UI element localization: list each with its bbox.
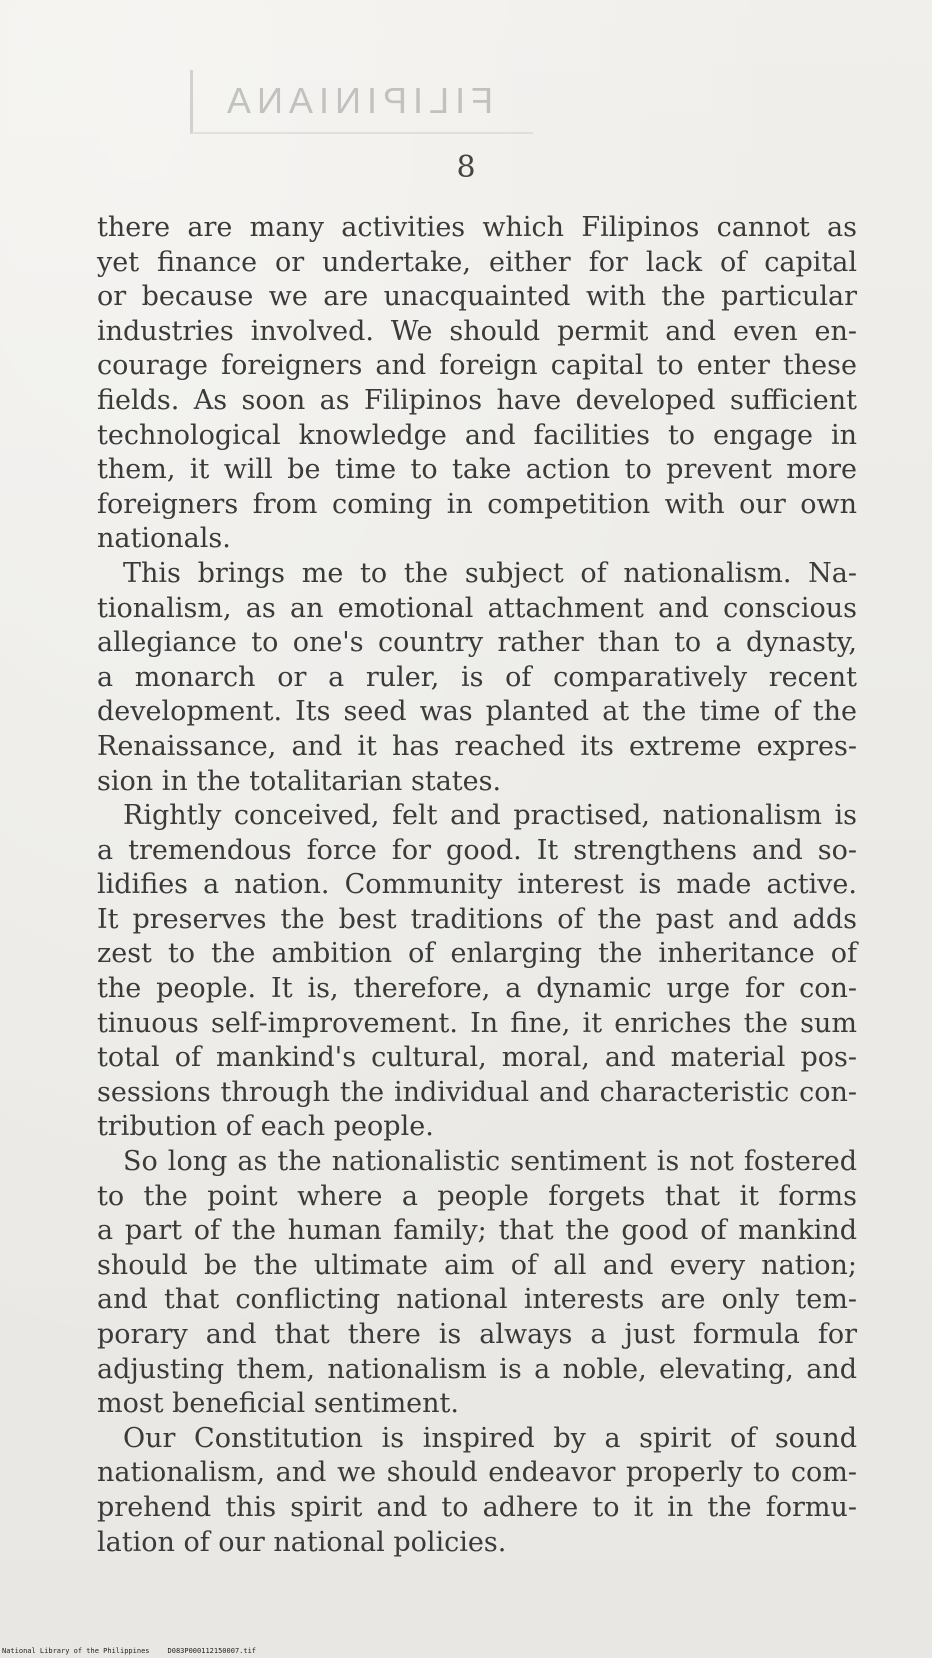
text-line: and that conflicting national interests are only tem- xyxy=(97,1284,857,1316)
text-line: adjusting them, nationalism is a noble, elevating, and xyxy=(97,1353,857,1385)
footer-file: D083P000112150007.tif xyxy=(167,1647,257,1655)
text-line: most beneficial sentiment. xyxy=(97,1388,459,1420)
text-line: or because we are unacquainted with the particular xyxy=(97,281,857,313)
text-line: It preserves the best traditions of the past and adds xyxy=(97,903,857,935)
text-line: lation of our national policies. xyxy=(97,1526,507,1558)
text-line: to the point where a people forgets that it forms xyxy=(97,1180,857,1212)
text-line: a tremendous force for good. It strengthens and so- xyxy=(97,834,857,866)
text-line: tionalism, as an emotional attachment and conscious xyxy=(97,592,857,624)
text-line: So long as the nationalistic sentiment is not fostered xyxy=(123,1146,857,1178)
text-line: there are many activities which Filipinos cannot as xyxy=(97,212,857,243)
paragraph xyxy=(97,1145,857,1422)
text-line: industries involved. We should permit and even en- xyxy=(97,315,857,347)
text-line: nationalism, and we should endeavor properly to com- xyxy=(97,1457,857,1489)
text-line: allegiance to one's country rather than to a dynasty, xyxy=(97,627,857,659)
text-line: them, it will be time to take action to prevent more xyxy=(97,454,857,486)
body-text xyxy=(97,211,857,1560)
library-stamp xyxy=(190,70,533,134)
text-line: sion in the totalitarian states. xyxy=(97,765,502,797)
text-line: foreigners from coming in competition with our own xyxy=(97,488,857,520)
text-line: yet finance or undertake, either for lack of capital xyxy=(97,246,857,278)
text-line: tinuous self-improvement. In fine, it enriches the sum xyxy=(97,1007,857,1039)
text-line: should be the ultimate aim of all and every nation; xyxy=(97,1249,857,1281)
text-line: sessions through the individual and characteristic con- xyxy=(97,1076,857,1108)
text-line: nationals. xyxy=(97,523,231,555)
text-line: porary and that there is always a just formula for xyxy=(97,1319,857,1350)
text-line: tribution of each people. xyxy=(97,1111,434,1143)
text-line: This brings me to the subject of nationalism. Na- xyxy=(123,557,857,589)
paragraph xyxy=(97,211,857,557)
footer-source: National Library of the Philippines xyxy=(2,1647,150,1655)
text-line: technological knowledge and facilities to engage in xyxy=(97,419,857,451)
text-line: fields. As soon as Filipinos have developed sufficient xyxy=(97,384,857,416)
scan-footer xyxy=(2,1647,256,1655)
paragraph xyxy=(97,799,857,1145)
text-line: Rightly conceived, felt and practised, nationalism is xyxy=(123,800,857,832)
text-line: lidifies a nation. Community interest is made active. xyxy=(97,869,857,901)
text-line: the people. It is, therefore, a dynamic urge for con- xyxy=(97,973,857,1005)
text-line: prehend this spirit and to adhere to it in the formu- xyxy=(97,1491,857,1523)
text-line: Our Constitution is inspired by a spirit of sound xyxy=(123,1422,857,1454)
text-line: development. Its seed was planted at the time of the xyxy=(97,696,857,728)
text-line: a part of the human family; that the good of mankind xyxy=(97,1215,857,1247)
text-line: total of mankind's cultural, moral, and material pos- xyxy=(97,1042,857,1074)
text-line: Renaissance, and it has reached its extreme expres- xyxy=(97,730,857,762)
text-line: zest to the ambition of enlarging the inheritance of xyxy=(97,938,857,970)
text-line: courage foreigners and foreign capital to enter these xyxy=(97,350,857,382)
stamp-text: FILIPINIANA xyxy=(221,80,494,121)
page-number: 8 xyxy=(456,150,476,185)
paragraph xyxy=(97,1422,857,1560)
paragraph xyxy=(97,557,857,799)
text-line: a monarch or a ruler, is of comparatively recent xyxy=(97,661,857,693)
